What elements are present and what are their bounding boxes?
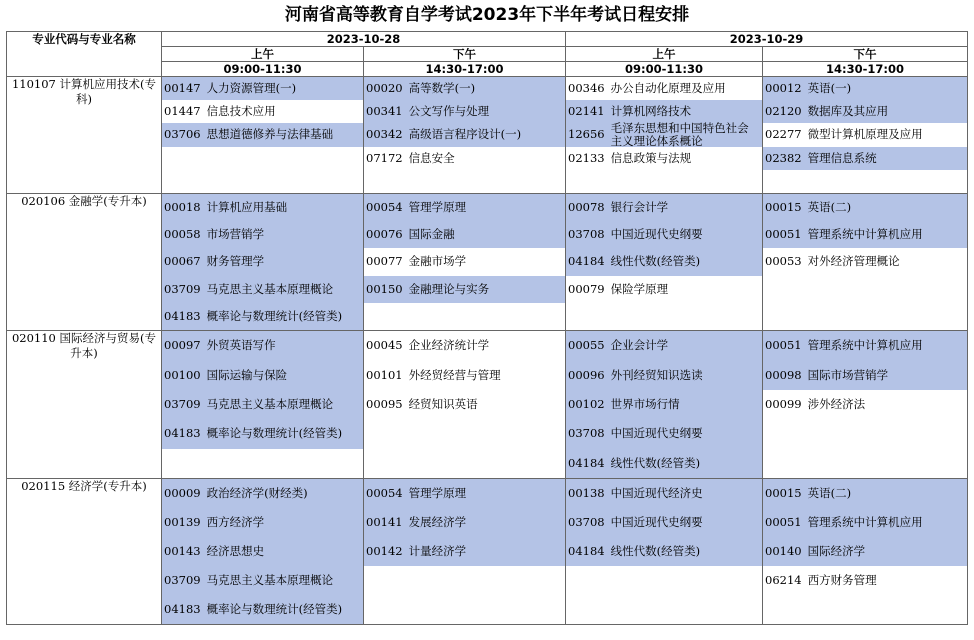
course-name: 微型计算机原理及应用 (807, 127, 923, 142)
course-name: 计算机应用基础 (206, 200, 288, 215)
course-name: 国际市场营销学 (807, 367, 889, 382)
exam-item (763, 566, 967, 595)
course-name: 计量经济学 (408, 544, 467, 558)
course-code: 06214 (765, 573, 802, 587)
course-name: 人力资源管理(一) (206, 81, 297, 96)
exam-item (763, 123, 967, 146)
course-name: 线性代数(经管类) (610, 254, 701, 269)
course-name: 管理系统中计算机应用 (807, 227, 923, 242)
session-time: 09:00-11:30 (162, 62, 364, 77)
course-name: 外贸英语写作 (206, 338, 276, 353)
course-code: 04183 (164, 308, 201, 323)
course-name: 企业经济统计学 (408, 338, 490, 353)
exam-item (566, 419, 762, 448)
course-name: 外刊经贸知识选读 (610, 367, 703, 382)
exam-list (162, 331, 363, 449)
course-code: 00018 (164, 200, 201, 215)
exam-list (364, 77, 565, 170)
exam-list (566, 194, 762, 303)
course-code: 00141 (366, 515, 403, 529)
exam-cell (763, 479, 968, 625)
date-header: 2023-10-28 (162, 32, 566, 47)
course-code: 03709 (164, 573, 201, 587)
exam-list (566, 77, 762, 170)
exam-item (566, 120, 762, 148)
major-name: 020115 经济学(专升本) (7, 479, 162, 625)
exam-item (162, 248, 363, 275)
exam-list (162, 479, 363, 624)
course-code: 02133 (568, 150, 605, 165)
course-name: 市场营销学 (206, 227, 265, 242)
course-code: 00058 (164, 227, 201, 242)
exam-item (364, 221, 565, 248)
exam-item (763, 194, 967, 221)
course-name: 国际金融 (408, 227, 455, 242)
exam-item (364, 508, 565, 537)
exam-item (162, 303, 363, 330)
session-time: 09:00-11:30 (566, 62, 763, 77)
course-code: 00100 (164, 367, 201, 382)
exam-cell (162, 331, 364, 479)
table-row (7, 331, 968, 479)
course-name: 西方财务管理 (807, 573, 877, 587)
course-name: 思想道德修养与法律基础 (206, 127, 334, 142)
course-code: 00097 (164, 338, 201, 353)
course-name: 发展经济学 (408, 515, 467, 529)
schedule-body (7, 77, 968, 625)
exam-list (566, 331, 762, 478)
course-name: 数据库及其应用 (807, 104, 889, 119)
exam-item (566, 194, 762, 221)
course-code: 04184 (568, 455, 605, 470)
exam-item (566, 221, 762, 248)
exam-item (763, 479, 967, 508)
course-name: 计算机网络技术 (610, 104, 692, 119)
course-code: 00015 (765, 486, 802, 500)
exam-cell (364, 479, 566, 625)
exam-item (763, 331, 967, 360)
session-label: 下午 (364, 47, 566, 62)
exam-item (162, 508, 363, 537)
major-column-header: 专业代码与专业名称 (7, 32, 162, 77)
exam-item (566, 77, 762, 100)
course-code: 00139 (164, 515, 201, 529)
course-code: 00143 (164, 544, 201, 558)
course-name: 金融市场学 (408, 254, 467, 269)
exam-list (162, 194, 363, 330)
course-name: 办公自动化原理及应用 (610, 81, 726, 96)
exam-item (364, 390, 565, 419)
exam-cell (566, 77, 763, 194)
course-code: 00077 (366, 254, 403, 269)
course-code: 00095 (366, 396, 403, 411)
course-name: 公文写作与处理 (408, 104, 490, 119)
course-code: 00015 (765, 200, 802, 215)
exam-item (763, 360, 967, 389)
exam-cell (566, 479, 763, 625)
course-code: 00012 (765, 81, 802, 96)
exam-list (763, 331, 967, 419)
exam-list (566, 479, 762, 566)
exam-item (364, 77, 565, 100)
exam-item (763, 100, 967, 123)
course-name: 外经贸经营与管理 (408, 367, 501, 382)
course-name: 管理系统中计算机应用 (807, 338, 923, 353)
exam-item (763, 77, 967, 100)
course-code: 00102 (568, 396, 605, 411)
course-code: 00138 (568, 486, 605, 500)
major-name: 020110 国际经济与贸易(专升本) (7, 331, 162, 479)
course-name: 涉外经济法 (807, 396, 866, 411)
course-code: 03709 (164, 281, 201, 296)
course-name: 高级语言程序设计(一) (408, 127, 522, 142)
course-name: 高等数学(一) (408, 81, 476, 96)
course-code: 00341 (366, 104, 403, 119)
exam-item (162, 419, 363, 448)
exam-cell (566, 331, 763, 479)
course-code: 12656 (568, 127, 605, 142)
course-name: 马克思主义基本原理概论 (206, 281, 334, 296)
exam-list (364, 194, 565, 303)
course-name: 中国近现代史纲要 (610, 515, 703, 529)
exam-item (763, 147, 967, 170)
table-row (7, 194, 968, 331)
exam-item (566, 390, 762, 419)
exam-item (566, 276, 762, 303)
exam-cell (364, 77, 566, 194)
exam-cell (364, 194, 566, 331)
course-name: 信息技术应用 (206, 104, 276, 119)
course-code: 00054 (366, 486, 403, 500)
course-name: 国际经济学 (807, 544, 866, 558)
course-code: 02382 (765, 150, 802, 165)
exam-item (566, 360, 762, 389)
session-label: 上午 (566, 47, 763, 62)
exam-item (162, 276, 363, 303)
exam-cell (162, 194, 364, 331)
exam-schedule-table (6, 31, 968, 625)
course-name: 经贸知识英语 (408, 396, 478, 411)
course-name: 西方经济学 (206, 515, 265, 529)
course-name: 对外经济管理概论 (807, 254, 900, 269)
exam-cell (566, 194, 763, 331)
course-code: 02141 (568, 104, 605, 119)
exam-item (162, 123, 363, 146)
exam-item (364, 331, 565, 360)
exam-cell (763, 331, 968, 479)
course-code: 00079 (568, 281, 605, 296)
exam-item (162, 390, 363, 419)
course-name: 经济思想史 (206, 544, 265, 558)
course-code: 04183 (164, 426, 201, 441)
exam-item (364, 479, 565, 508)
exam-item (162, 77, 363, 100)
exam-item (162, 194, 363, 221)
exam-item (763, 537, 967, 566)
course-code: 00101 (366, 367, 403, 382)
major-name: 020106 金融学(专升本) (7, 194, 162, 331)
session-label: 上午 (162, 47, 364, 62)
exam-item (162, 479, 363, 508)
course-code: 00053 (765, 254, 802, 269)
course-name: 企业会计学 (610, 338, 669, 353)
course-code: 03708 (568, 227, 605, 242)
course-code: 03708 (568, 515, 605, 529)
course-name: 线性代数(经管类) (610, 544, 701, 558)
course-code: 00346 (568, 81, 605, 96)
course-name: 财务管理学 (206, 254, 265, 269)
exam-list (364, 479, 565, 566)
exam-item (162, 566, 363, 595)
course-code: 01447 (164, 104, 201, 119)
course-name: 管理信息系统 (807, 150, 877, 165)
course-code: 00045 (366, 338, 403, 353)
exam-list (763, 479, 967, 595)
exam-item (763, 508, 967, 537)
exam-item (364, 147, 565, 170)
exam-item (364, 194, 565, 221)
course-name: 概率论与数理统计(经管类) (206, 426, 343, 441)
date-header: 2023-10-29 (566, 32, 968, 47)
course-code: 00076 (366, 227, 403, 242)
course-name: 政治经济学(财经类) (206, 486, 308, 500)
exam-item (566, 449, 762, 478)
course-name: 管理学原理 (408, 486, 467, 500)
exam-item (162, 360, 363, 389)
course-code: 00342 (366, 127, 403, 142)
course-name: 马克思主义基本原理概论 (206, 396, 334, 411)
course-code: 00142 (366, 544, 403, 558)
course-name: 中国近现代史纲要 (610, 227, 703, 242)
exam-list (763, 77, 967, 170)
course-name: 马克思主义基本原理概论 (206, 573, 334, 587)
course-name: 英语(二) (807, 486, 852, 500)
course-code: 00098 (765, 367, 802, 382)
exam-item (162, 331, 363, 360)
page-title: 河南省高等教育自学考试2023年下半年考试日程安排 (284, 5, 690, 25)
course-name: 管理系统中计算机应用 (807, 515, 923, 529)
course-code: 02277 (765, 127, 802, 142)
course-code: 00150 (366, 281, 403, 296)
course-name: 银行会计学 (610, 200, 669, 215)
exam-list (763, 194, 967, 276)
course-name: 金融理论与实务 (408, 281, 490, 296)
exam-item (364, 537, 565, 566)
course-name: 概率论与数理统计(经管类) (206, 602, 343, 616)
exam-item (566, 479, 762, 508)
course-code: 00009 (164, 486, 201, 500)
exam-cell (364, 331, 566, 479)
course-code: 00051 (765, 227, 802, 242)
course-name: 毛泽东思想和中国特色社会主义理论体系概论 (610, 120, 749, 148)
course-code: 04184 (568, 544, 605, 558)
course-code: 00051 (765, 515, 802, 529)
exam-cell (162, 479, 364, 625)
exam-cell (763, 77, 968, 194)
course-name: 世界市场行情 (610, 396, 680, 411)
course-name: 中国近现代经济史 (610, 486, 703, 500)
session-label: 下午 (763, 47, 968, 62)
table-row (7, 77, 968, 194)
course-name: 英语(二) (807, 200, 852, 215)
session-time: 14:30-17:00 (364, 62, 566, 77)
course-code: 00067 (164, 254, 201, 269)
exam-item (364, 123, 565, 146)
exam-item (763, 390, 967, 419)
exam-item (566, 100, 762, 123)
course-code: 00055 (568, 338, 605, 353)
exam-list (364, 331, 565, 419)
course-name: 保险学原理 (610, 281, 669, 296)
course-name: 线性代数(经管类) (610, 455, 701, 470)
course-code: 00051 (765, 338, 802, 353)
exam-item (364, 276, 565, 303)
course-code: 03709 (164, 396, 201, 411)
exam-item (364, 100, 565, 123)
course-code: 00140 (765, 544, 802, 558)
exam-item (162, 100, 363, 123)
course-code: 04183 (164, 602, 201, 616)
exam-cell (162, 77, 364, 194)
course-code: 00054 (366, 200, 403, 215)
course-code: 00078 (568, 200, 605, 215)
course-code: 07172 (366, 150, 403, 165)
exam-item (566, 147, 762, 170)
exam-item (162, 537, 363, 566)
exam-item (763, 248, 967, 275)
course-code: 03708 (568, 426, 605, 441)
exam-list (162, 77, 363, 147)
exam-item (162, 595, 363, 624)
course-name: 信息安全 (408, 150, 455, 165)
course-code: 00096 (568, 367, 605, 382)
exam-item (566, 537, 762, 566)
exam-item (364, 360, 565, 389)
table-row (7, 479, 968, 625)
course-name: 管理学原理 (408, 200, 467, 215)
course-name: 中国近现代史纲要 (610, 426, 703, 441)
course-code: 04184 (568, 254, 605, 269)
course-name: 概率论与数理统计(经管类) (206, 308, 343, 323)
exam-item (162, 221, 363, 248)
course-code: 00147 (164, 81, 201, 96)
exam-item (566, 508, 762, 537)
exam-cell (763, 194, 968, 331)
course-code: 00020 (366, 81, 403, 96)
course-code: 02120 (765, 104, 802, 119)
session-time: 14:30-17:00 (763, 62, 968, 77)
course-code: 03706 (164, 127, 201, 142)
exam-item (566, 248, 762, 275)
course-name: 英语(一) (807, 81, 852, 96)
course-name: 国际运输与保险 (206, 367, 288, 382)
course-name: 信息政策与法规 (610, 150, 692, 165)
course-code: 00099 (765, 396, 802, 411)
major-name: 110107 计算机应用技术(专科) (7, 77, 162, 194)
exam-item (364, 248, 565, 275)
exam-item (566, 331, 762, 360)
exam-item (763, 221, 967, 248)
